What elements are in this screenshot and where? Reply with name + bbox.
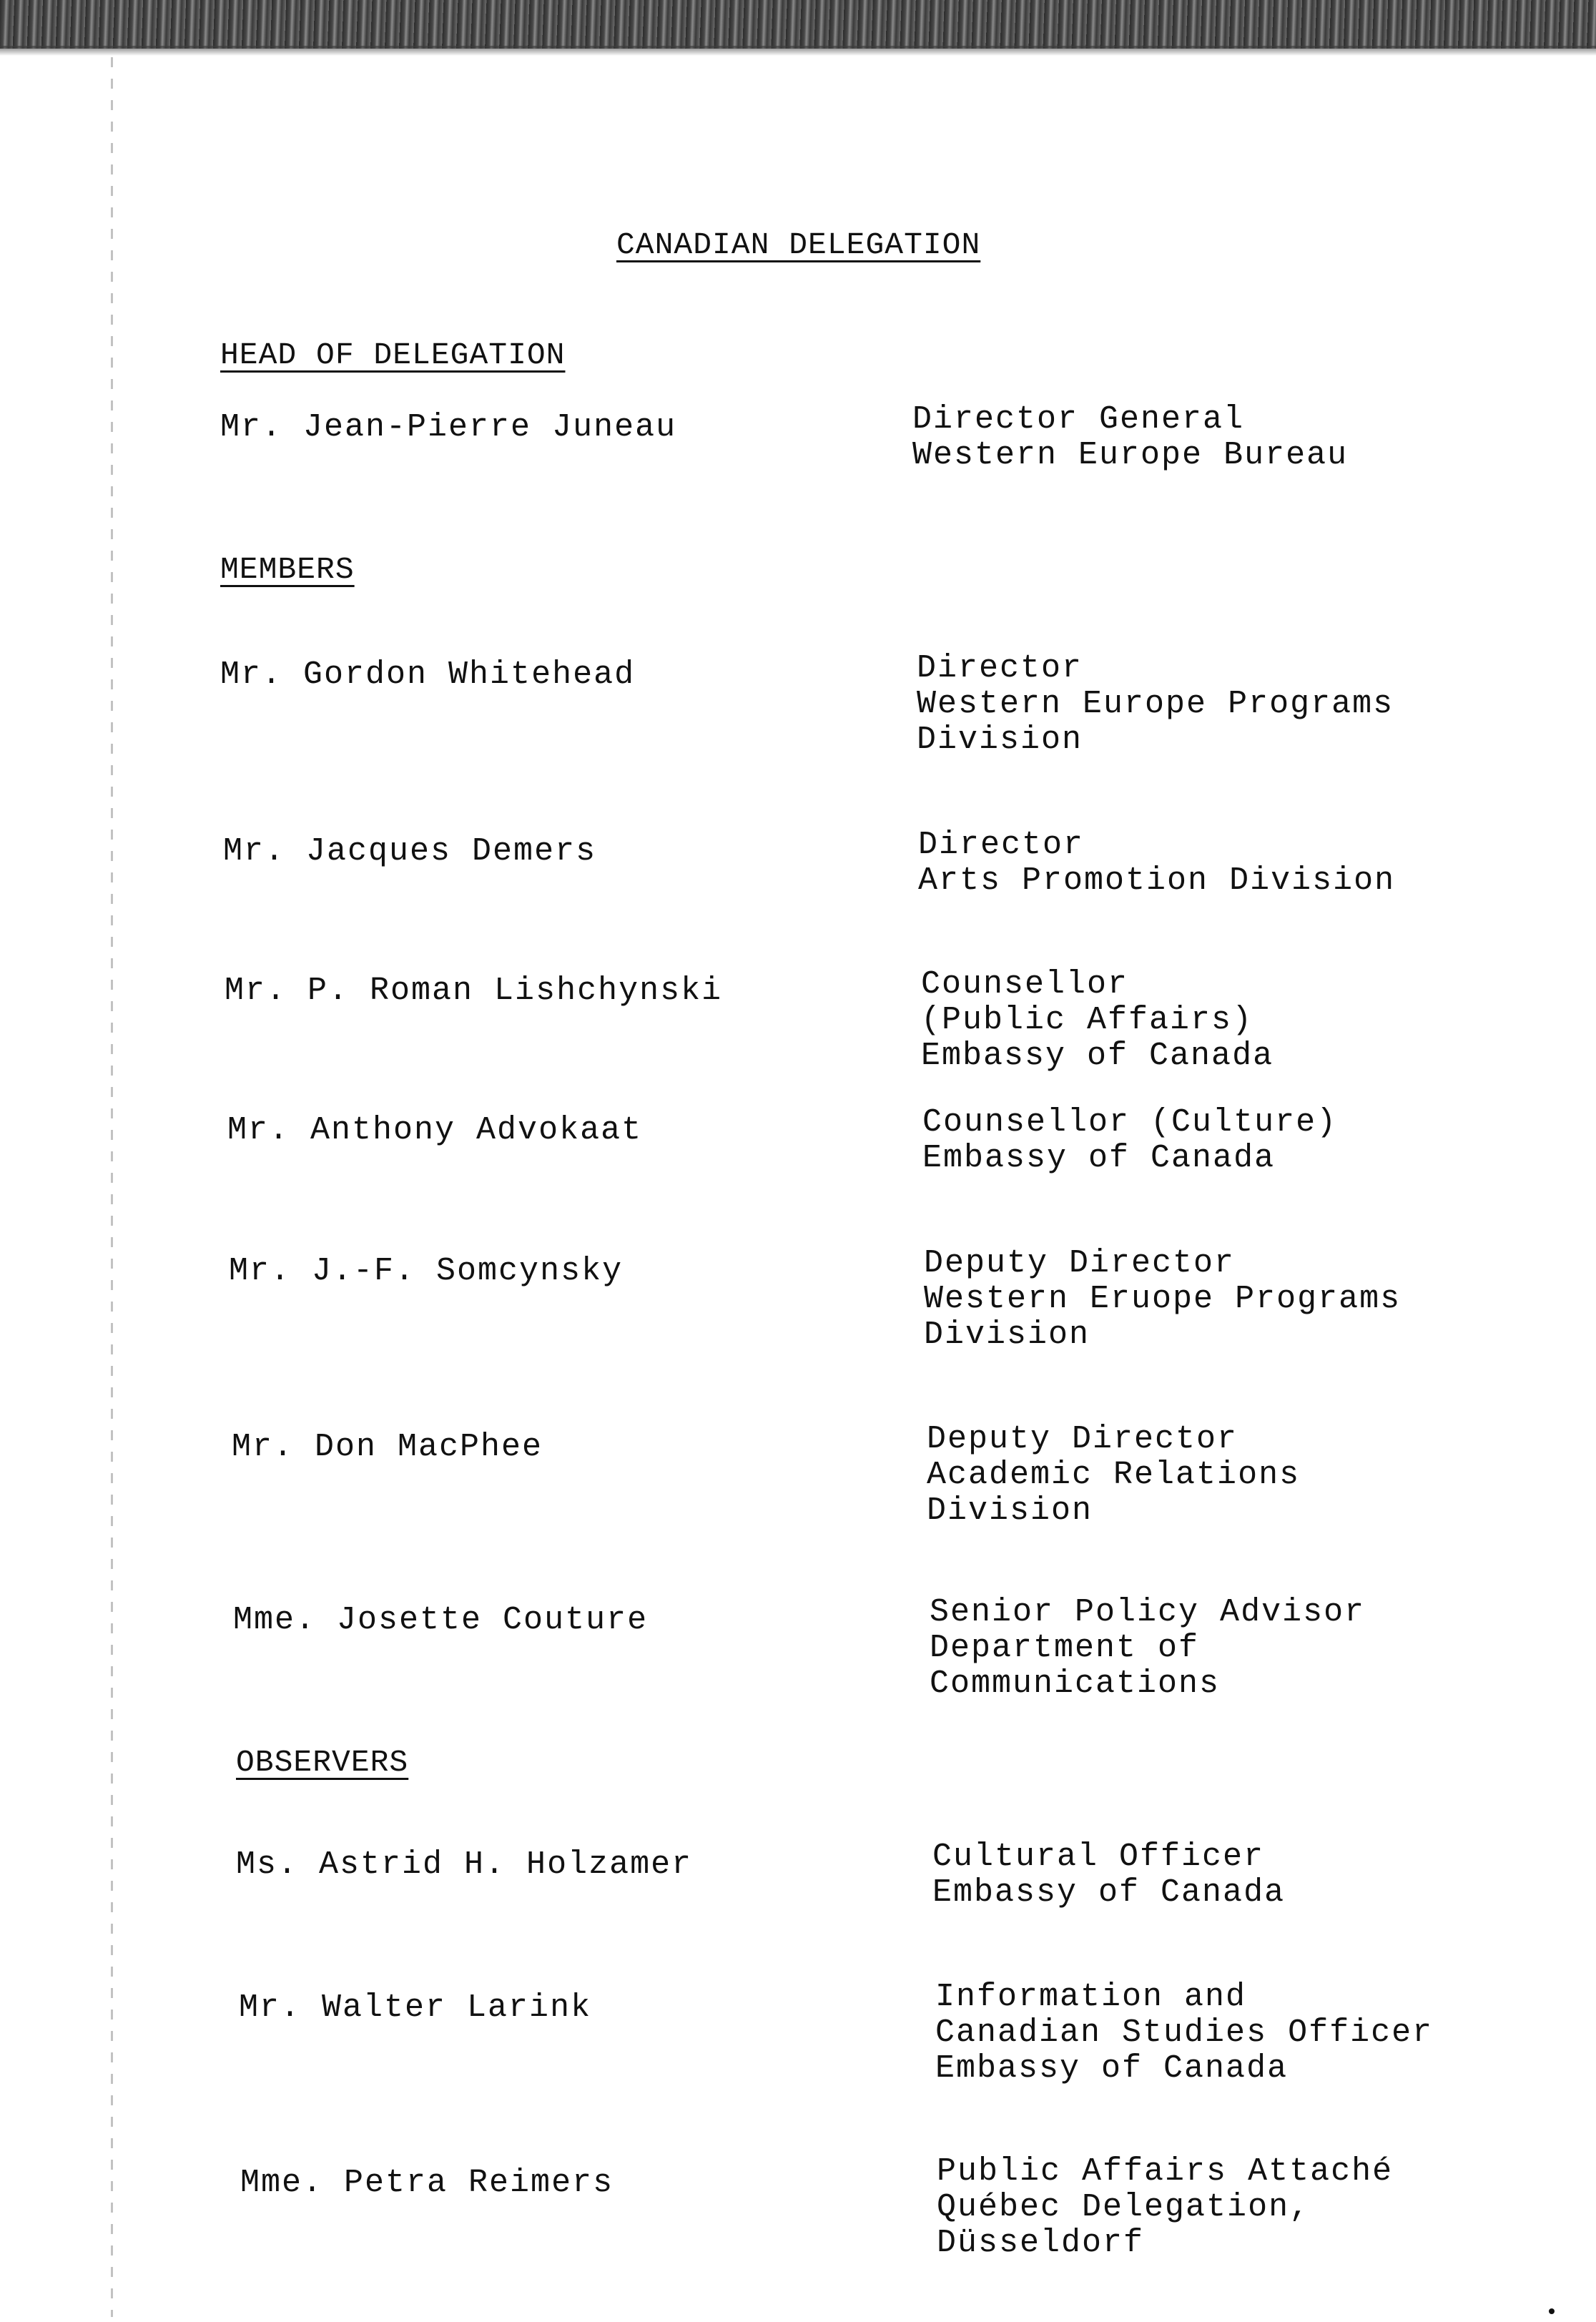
position-line: Western Eruope Programs bbox=[924, 1281, 1402, 1317]
position-line: Academic Relations bbox=[927, 1457, 1301, 1493]
position-line: Department of bbox=[930, 1630, 1200, 1666]
position-line: Counsellor (Culture) bbox=[922, 1104, 1338, 1141]
position-line: Director bbox=[918, 827, 1085, 863]
delegate-position-juneau bbox=[912, 402, 1348, 473]
delegate-position-couture bbox=[930, 1595, 1365, 1702]
position-line: Senior Policy Advisor bbox=[930, 1594, 1366, 1630]
position-line: Division bbox=[927, 1492, 1093, 1529]
section-heading-head-of-delegation: HEAD OF DELEGATION bbox=[220, 338, 566, 373]
section-heading-observers: OBSERVERS bbox=[236, 1745, 409, 1780]
position-line: Western Europe Programs bbox=[917, 686, 1394, 722]
delegate-position-lishchynski bbox=[921, 967, 1274, 1074]
delegate-position-reimers bbox=[937, 2154, 1393, 2261]
delegate-name-whitehead: Mr. Gordon Whitehead bbox=[220, 656, 636, 693]
delegate-name-somcynsky: Mr. J.-F. Somcynsky bbox=[229, 1253, 624, 1289]
position-line: Director bbox=[917, 650, 1083, 687]
delegate-name-reimers: Mme. Petra Reimers bbox=[240, 2165, 614, 2201]
margin-rule bbox=[111, 57, 113, 2317]
position-line: Cultural Officer bbox=[932, 1839, 1265, 1875]
position-line: Québec Delegation, bbox=[937, 2189, 1311, 2225]
position-line: Deputy Director bbox=[927, 1421, 1238, 1457]
delegate-name-couture: Mme. Josette Couture bbox=[233, 1602, 649, 1638]
delegate-position-somcynsky bbox=[924, 1246, 1401, 1353]
position-line: Deputy Director bbox=[924, 1245, 1236, 1281]
section-heading-members: MEMBERS bbox=[220, 552, 355, 587]
delegate-name-lishchynski: Mr. P. Roman Lishchynski bbox=[225, 973, 723, 1009]
position-line: Division bbox=[917, 722, 1083, 758]
delegate-name-holzamer: Ms. Astrid H. Holzamer bbox=[236, 1846, 693, 1883]
delegate-position-holzamer bbox=[932, 1839, 1285, 1911]
delegate-name-macphee: Mr. Don MacPhee bbox=[232, 1429, 543, 1465]
position-line: Düsseldorf bbox=[937, 2225, 1145, 2261]
position-line: Embassy of Canada bbox=[935, 2050, 1289, 2087]
position-line: (Public Affairs) bbox=[921, 1002, 1253, 1038]
position-line: Embassy of Canada bbox=[922, 1140, 1276, 1176]
delegate-name-demers: Mr. Jacques Demers bbox=[223, 833, 597, 870]
position-line: Arts Promotion Division bbox=[918, 862, 1396, 899]
position-line: Information and bbox=[935, 1979, 1247, 2015]
position-line: Counsellor bbox=[921, 966, 1129, 1003]
position-line: Western Europe Bureau bbox=[912, 437, 1349, 473]
delegate-name-advokaat: Mr. Anthony Advokaat bbox=[227, 1112, 643, 1148]
position-line: Embassy of Canada bbox=[932, 1874, 1286, 1911]
delegate-position-demers bbox=[918, 827, 1395, 899]
position-line: Public Affairs Attaché bbox=[937, 2153, 1394, 2190]
delegate-name-larink: Mr. Walter Larink bbox=[239, 1989, 592, 2026]
position-line: Director General bbox=[912, 401, 1245, 438]
position-line: Canadian Studies Officer bbox=[935, 2014, 1434, 2051]
position-line: Embassy of Canada bbox=[921, 1038, 1274, 1074]
delegate-position-whitehead bbox=[917, 651, 1394, 758]
scan-speck bbox=[1549, 2308, 1555, 2314]
delegate-position-advokaat bbox=[922, 1105, 1337, 1176]
delegate-position-larink bbox=[935, 1979, 1433, 2087]
position-line: Division bbox=[924, 1317, 1090, 1353]
delegate-position-macphee bbox=[927, 1422, 1300, 1529]
position-line: Communications bbox=[930, 1666, 1221, 1702]
page-title: CANADIAN DELEGATION bbox=[616, 227, 981, 262]
scan-edge-shadow bbox=[0, 0, 1596, 49]
delegate-name-juneau: Mr. Jean-Pierre Juneau bbox=[220, 409, 677, 446]
